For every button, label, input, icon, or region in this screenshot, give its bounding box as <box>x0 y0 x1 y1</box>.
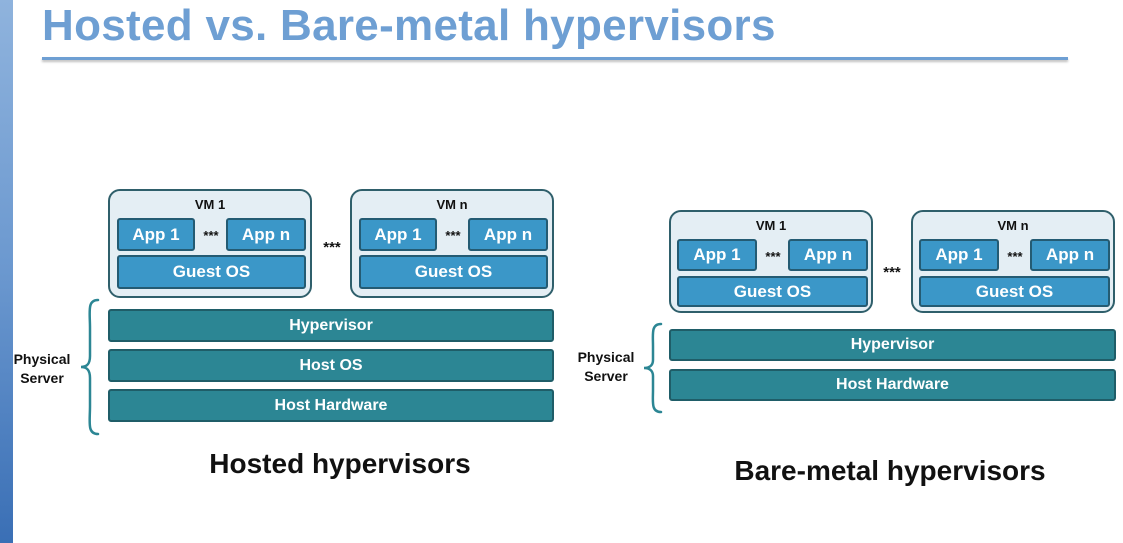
app-separator: *** <box>1007 249 1023 264</box>
host-os-layer: Host OS <box>108 349 554 382</box>
physical-server-label <box>6 350 78 388</box>
vm-label: VM 1 <box>194 197 226 212</box>
hosted-vm-n <box>350 189 554 298</box>
app-n-box: App n <box>226 218 306 251</box>
bare-metal-vm-1 <box>669 210 873 313</box>
physical-label-line1: Physical <box>13 351 71 367</box>
app-n-box: App n <box>1030 239 1110 271</box>
vm-separator: *** <box>883 264 901 281</box>
app-1-box: App 1 <box>117 218 195 251</box>
guest-os-box: Guest OS <box>677 276 868 307</box>
vm-label: VM 1 <box>755 218 787 233</box>
curly-brace-icon <box>641 322 665 414</box>
app-separator: *** <box>765 249 781 264</box>
app-separator: *** <box>445 228 461 243</box>
vm-label: VM n <box>997 218 1029 233</box>
app-n-box: App n <box>468 218 548 251</box>
title-underline <box>42 57 1068 60</box>
hypervisor-layer: Hypervisor <box>669 329 1116 361</box>
physical-server-label <box>570 348 642 386</box>
hypervisor-layer: Hypervisor <box>108 309 554 342</box>
app-1-box: App 1 <box>359 218 437 251</box>
app-separator: *** <box>203 228 219 243</box>
physical-label-line2: Server <box>20 370 64 386</box>
app-1-box: App 1 <box>919 239 999 271</box>
guest-os-box: Guest OS <box>359 255 548 289</box>
app-n-box: App n <box>788 239 868 271</box>
hosted-caption: Hosted hypervisors <box>209 448 471 479</box>
guest-os-box: Guest OS <box>117 255 306 289</box>
bare-metal-vm-n <box>911 210 1115 313</box>
vm-label: VM n <box>436 197 468 212</box>
slide-title: Hosted vs. Bare-metal hypervisors <box>42 1 776 50</box>
host-hardware-layer: Host Hardware <box>108 389 554 422</box>
bare-metal-caption: Bare-metal hypervisors <box>734 455 1046 486</box>
physical-label-line2: Server <box>584 368 628 384</box>
host-hardware-layer: Host Hardware <box>669 369 1116 401</box>
vm-separator: *** <box>323 239 341 256</box>
curly-brace-icon <box>78 298 102 436</box>
guest-os-box: Guest OS <box>919 276 1110 307</box>
left-accent-bar <box>0 0 13 543</box>
hosted-vm-1 <box>108 189 312 298</box>
app-1-box: App 1 <box>677 239 757 271</box>
physical-label-line1: Physical <box>577 349 635 365</box>
